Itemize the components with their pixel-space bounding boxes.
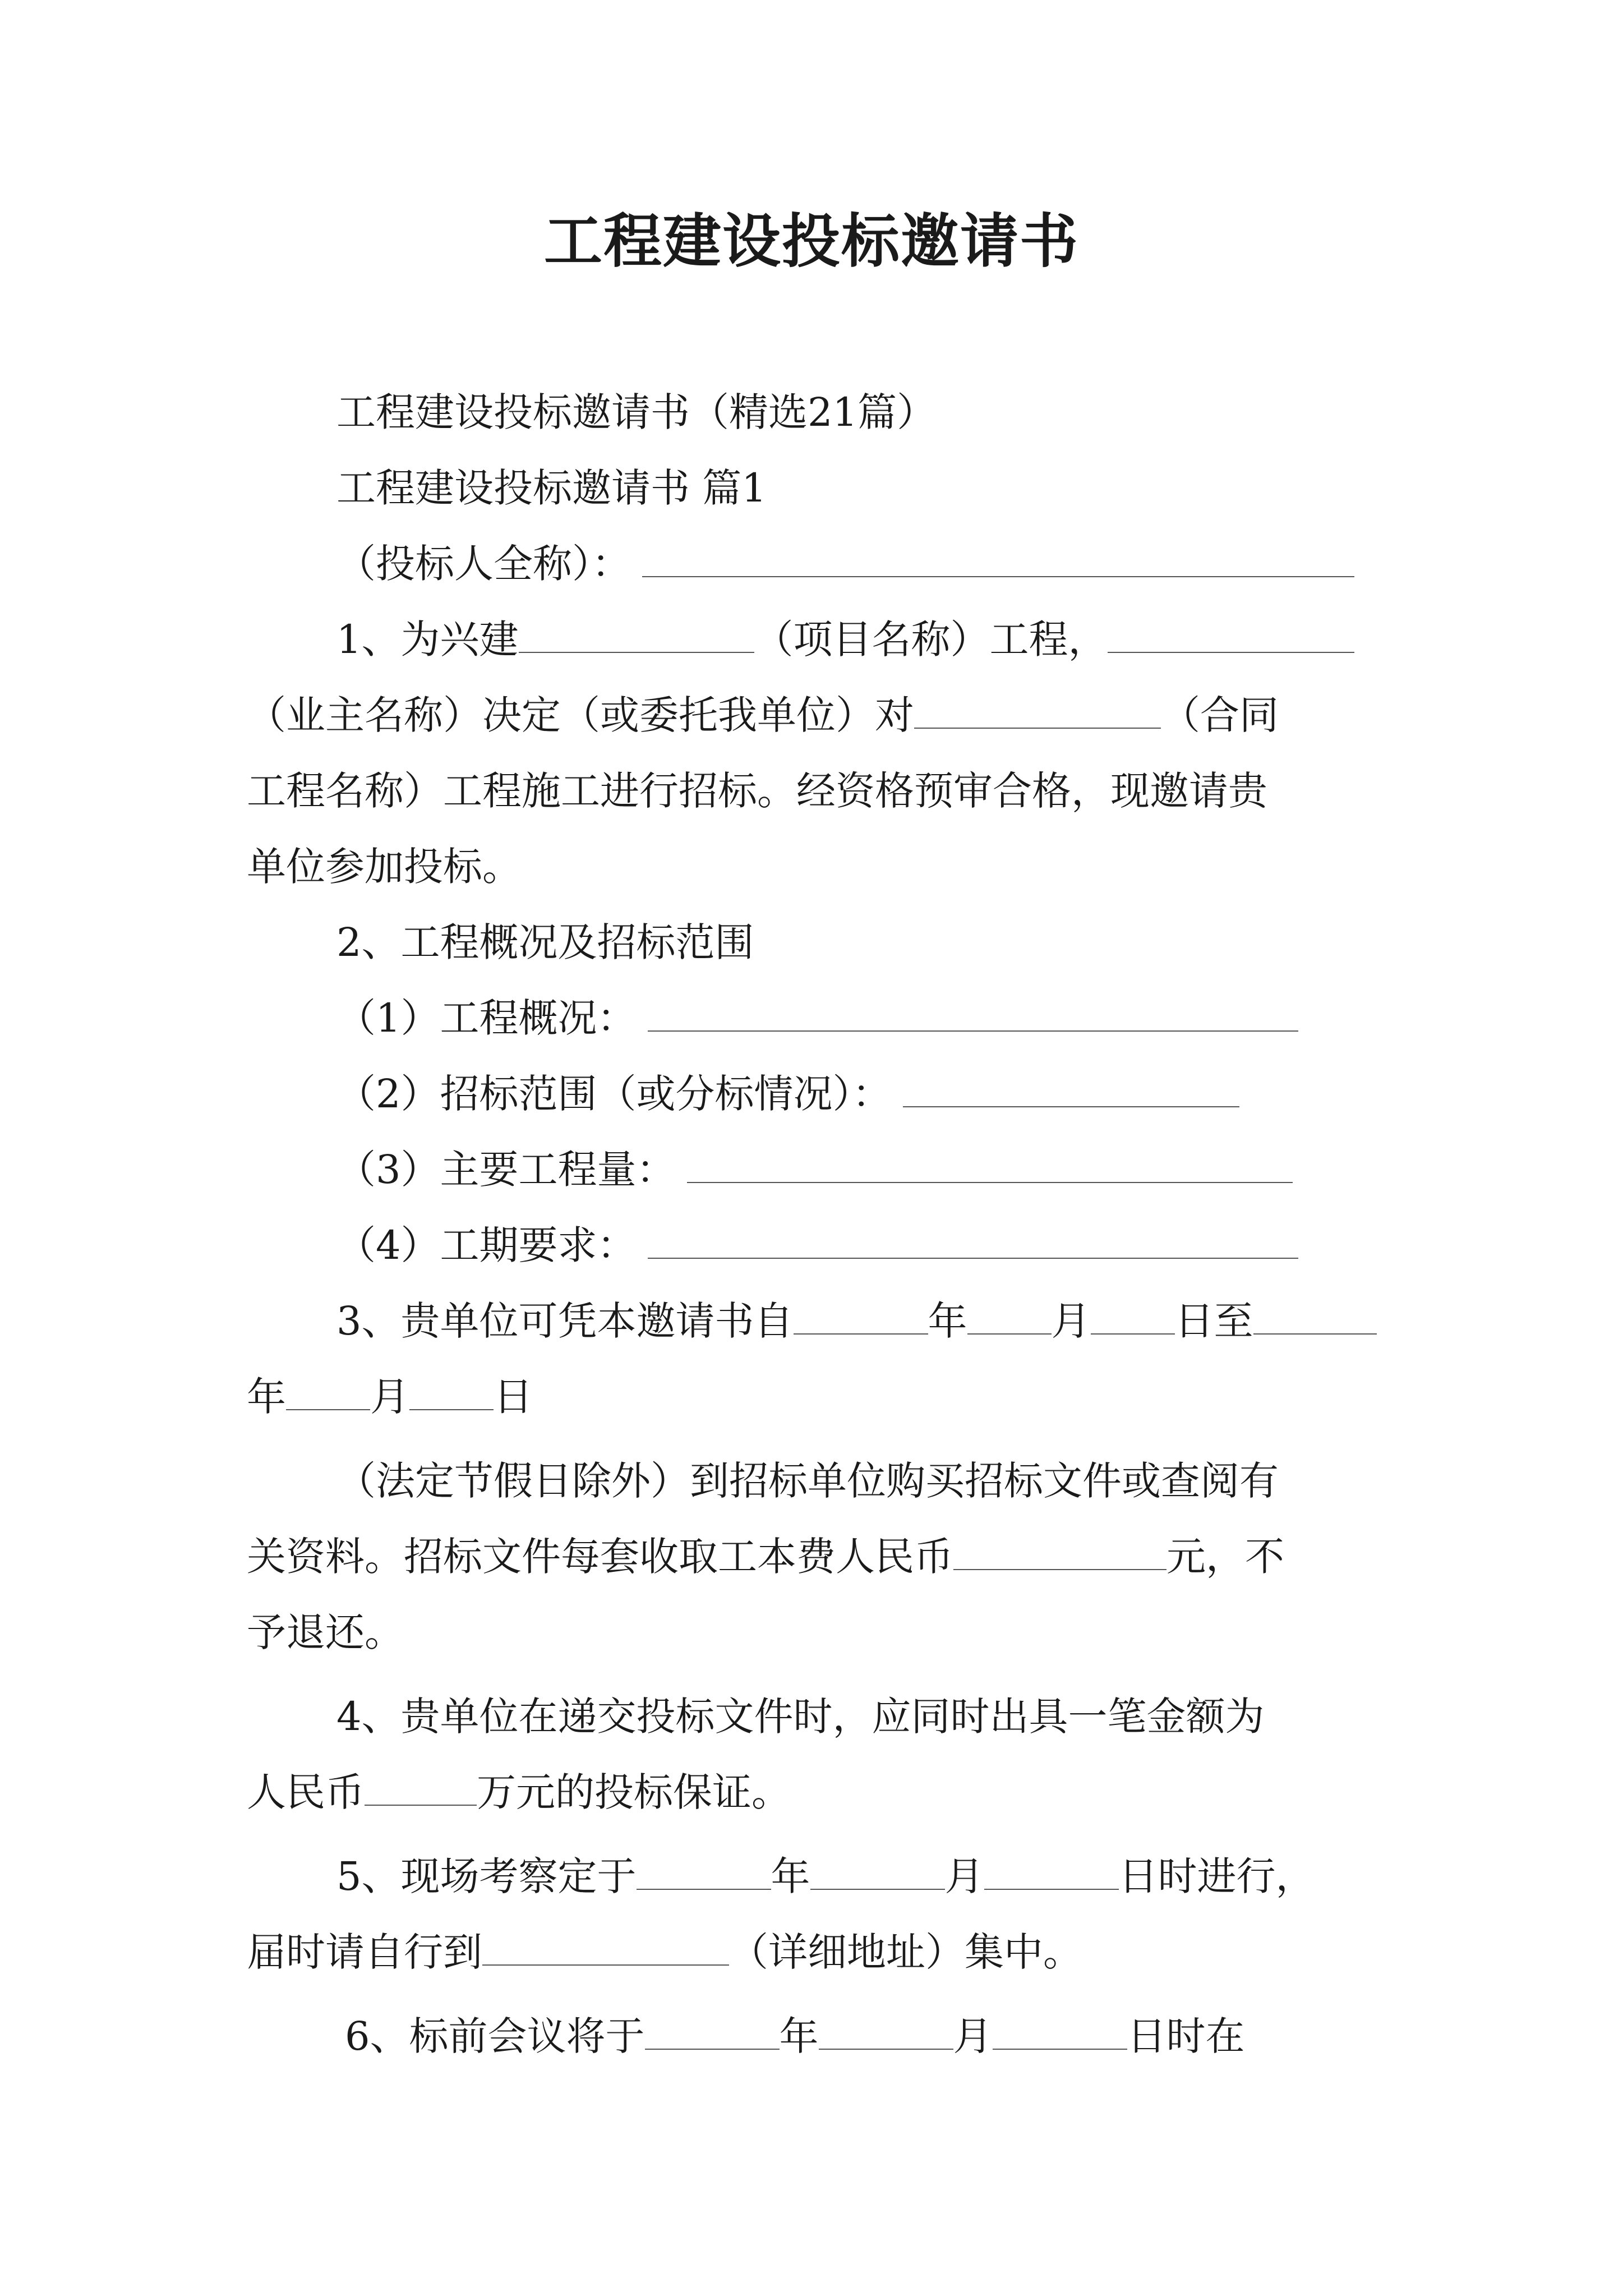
text-segment: 工程建设投标邀请书（精选21篇） — [336, 389, 937, 435]
text-segment: 3、贵单位可凭本邀请书自 — [336, 1298, 794, 1344]
text-segment: 元，不 — [1166, 1534, 1284, 1580]
duration-blank — [648, 1218, 1298, 1259]
month-blank — [967, 1294, 1052, 1335]
text-segment: 万元的投标保证。 — [477, 1769, 791, 1815]
scope-blank — [903, 1067, 1239, 1107]
text-segment: 5、现场考察定于 — [336, 1853, 637, 1899]
text-segment: （1）工程概况： — [336, 995, 637, 1041]
text-segment: 月 — [953, 2013, 993, 2059]
paragraph-line — [247, 839, 1374, 895]
list-item — [336, 1142, 1464, 1198]
paragraph-line — [336, 1453, 1464, 1509]
text-segment: 人民币 — [247, 1769, 365, 1815]
paragraph-line — [336, 1848, 1464, 1904]
text-segment: 工程建设投标邀请书 篇1 — [336, 465, 767, 511]
text-segment: 日 — [494, 1374, 533, 1420]
text-segment: 单位参加投标。 — [247, 844, 522, 890]
paragraph-line — [247, 1529, 1374, 1585]
year-blank — [637, 1849, 771, 1890]
month-blank — [286, 1370, 370, 1410]
day-blank — [1091, 1294, 1175, 1335]
list-item — [336, 1217, 1464, 1273]
year-blank — [645, 2009, 780, 2050]
paragraph-line — [247, 763, 1374, 819]
text-segment: 6、标前会议将于 — [345, 2013, 645, 2059]
paragraph-line — [247, 1764, 1374, 1820]
text-segment: 日时在 — [1127, 2013, 1245, 2059]
text-segment: （法定节假日除外）到招标单位购买招标文件或查阅有 — [336, 1458, 1279, 1504]
day-blank — [984, 1849, 1119, 1890]
text-segment: 4、贵单位在递交投标文件时，应同时出具一笔金额为 — [336, 1694, 1265, 1740]
paragraph-line — [345, 2008, 1472, 2064]
text-segment: 月 — [370, 1374, 409, 1420]
document-title: 工程建设投标邀请书 — [543, 206, 1079, 275]
text-segment: 工程名称）工程施工进行招标。经资格预审合格，现邀请贵 — [247, 768, 1267, 814]
list-item — [336, 990, 1464, 1046]
text-segment: 年 — [771, 1853, 810, 1899]
paragraph-line — [247, 1369, 1374, 1425]
text-segment: 予退还。 — [247, 1609, 404, 1655]
text-segment: （投标人全称）： — [336, 541, 631, 587]
text-segment: 关资料。招标文件每套收取工本费人民币 — [247, 1534, 953, 1580]
text-segment: （项目名称）工程， — [754, 616, 1108, 662]
guarantee-amount-blank — [365, 1765, 477, 1806]
text-segment: （2）招标范围（或分标情况）： — [336, 1071, 892, 1117]
owner-name-blank — [1108, 613, 1354, 653]
subtitle-line — [336, 384, 1464, 440]
fee-blank — [953, 1530, 1166, 1570]
overview-blank — [648, 991, 1298, 1032]
list-item — [336, 1066, 1464, 1122]
text-segment: 日时进行， — [1118, 1853, 1315, 1899]
paragraph-line — [336, 1688, 1464, 1745]
text-segment: 2、工程概况及招标范围 — [336, 919, 754, 965]
quantity-blank — [687, 1143, 1293, 1183]
bidder-name-blank — [642, 537, 1354, 577]
addressee-line — [336, 536, 1464, 592]
text-segment: 年 — [928, 1298, 967, 1344]
paragraph-line — [336, 611, 1464, 668]
month-blank — [810, 1849, 945, 1890]
text-segment: 月 — [1051, 1298, 1091, 1344]
text-segment: 日至 — [1174, 1298, 1253, 1344]
text-segment: （合同 — [1161, 692, 1279, 738]
day-blank — [409, 1370, 494, 1410]
paragraph-line — [336, 1293, 1464, 1349]
month-blank — [819, 2009, 953, 2050]
text-segment: （业主名称）决定（或委托我单位）对 — [247, 692, 914, 738]
text-segment: （3）主要工程量： — [336, 1147, 676, 1193]
paragraph-line — [247, 687, 1374, 743]
contract-name-blank — [914, 688, 1161, 729]
text-segment: （4）工期要求： — [336, 1222, 637, 1268]
year-blank — [794, 1294, 928, 1335]
paragraph-line — [247, 1924, 1374, 1980]
address-blank — [482, 1925, 729, 1966]
project-name-blank — [519, 613, 754, 653]
section-heading — [336, 460, 1464, 516]
text-segment: 月 — [944, 1853, 984, 1899]
paragraph-line — [336, 914, 1464, 970]
text-segment: （详细地址）集中。 — [729, 1929, 1082, 1975]
text-segment: 届时请自行到 — [247, 1929, 482, 1975]
text-segment: 1、为兴建 — [336, 616, 519, 662]
text-segment: 年 — [779, 2013, 819, 2059]
paragraph-line — [247, 1604, 1374, 1660]
day-blank — [993, 2009, 1127, 2050]
text-segment: 年 — [247, 1374, 286, 1420]
year-blank — [1253, 1294, 1377, 1335]
